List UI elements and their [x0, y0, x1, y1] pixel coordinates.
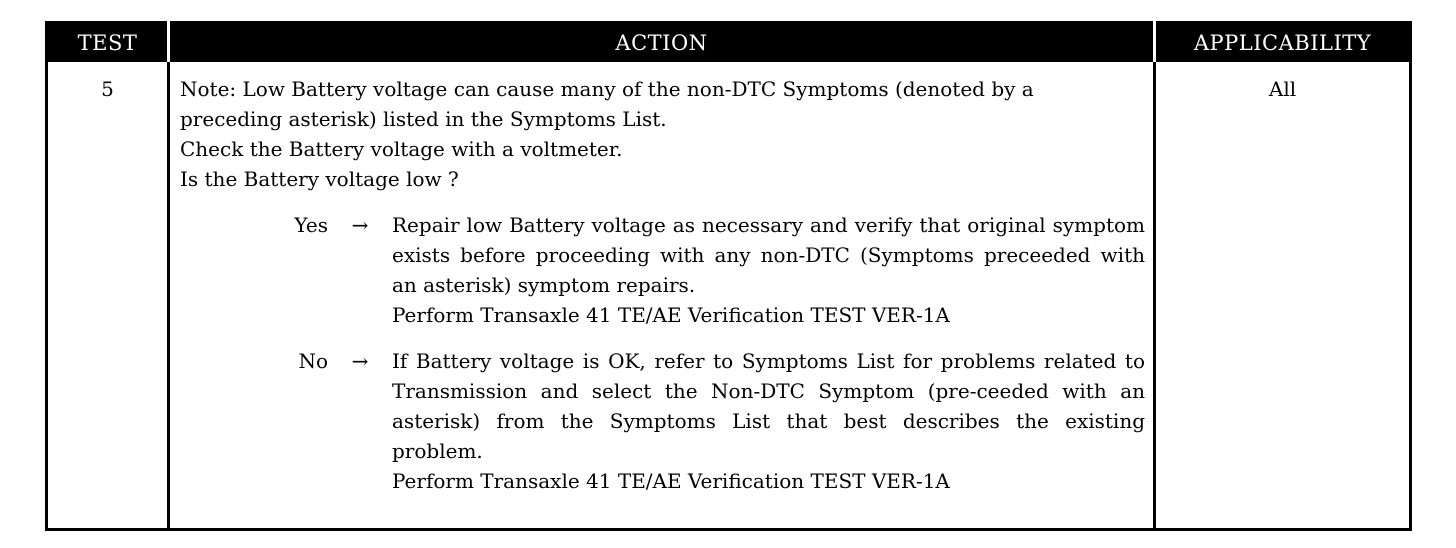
no-body [392, 346, 1145, 496]
header-row [47, 23, 1411, 63]
yes-label: Yes [294, 213, 328, 237]
applicability-cell [1155, 62, 1411, 530]
no-perform: Perform Transaxle 41 TE/AE Verification TEST VER-1A [392, 469, 950, 493]
header-action: ACTION [169, 23, 1155, 63]
applicability-value: All [1268, 77, 1297, 101]
note-line-2: preceding asterisk) listed in the Symptoms List. [180, 107, 667, 131]
header-test: TEST [47, 23, 169, 63]
table-header [47, 23, 1411, 63]
yes-text: Repair low Battery voltage as necessary and verify that original symptom exists before proceeding with any non-DTC (Symptoms preceeded with an asterisk) symptom repairs. [392, 213, 1145, 297]
action-cell [169, 62, 1155, 530]
question: Is the Battery voltage low ? [180, 167, 459, 191]
yes-body [392, 210, 1145, 330]
no-text: If Battery voltage is OK, refer to Symptoms List for problems related to Transmission and select the Non-DTC Symptom (pre-ceeded with an asterisk) from the Symptoms List that best describes the existing problem. [392, 349, 1145, 463]
note-line-1: Note: Low Battery voltage can cause many of the non-DTC Symptoms (denoted by a [180, 77, 1034, 101]
yes-perform: Perform Transaxle 41 TE/AE Verification TEST VER-1A [392, 303, 950, 327]
test-number-cell [47, 62, 169, 530]
no-label: No [298, 349, 328, 373]
table-row [47, 62, 1411, 530]
header-applicability: APPLICABILITY [1155, 23, 1411, 63]
right-arrow-icon: → [351, 349, 369, 373]
check-instruction: Check the Battery voltage with a voltmeter. [180, 137, 623, 161]
diagnostic-test-table [45, 21, 1412, 531]
yes-branch [180, 210, 1145, 330]
test-number: 5 [101, 77, 114, 101]
right-arrow-icon: → [351, 213, 369, 237]
no-branch [180, 346, 1145, 496]
